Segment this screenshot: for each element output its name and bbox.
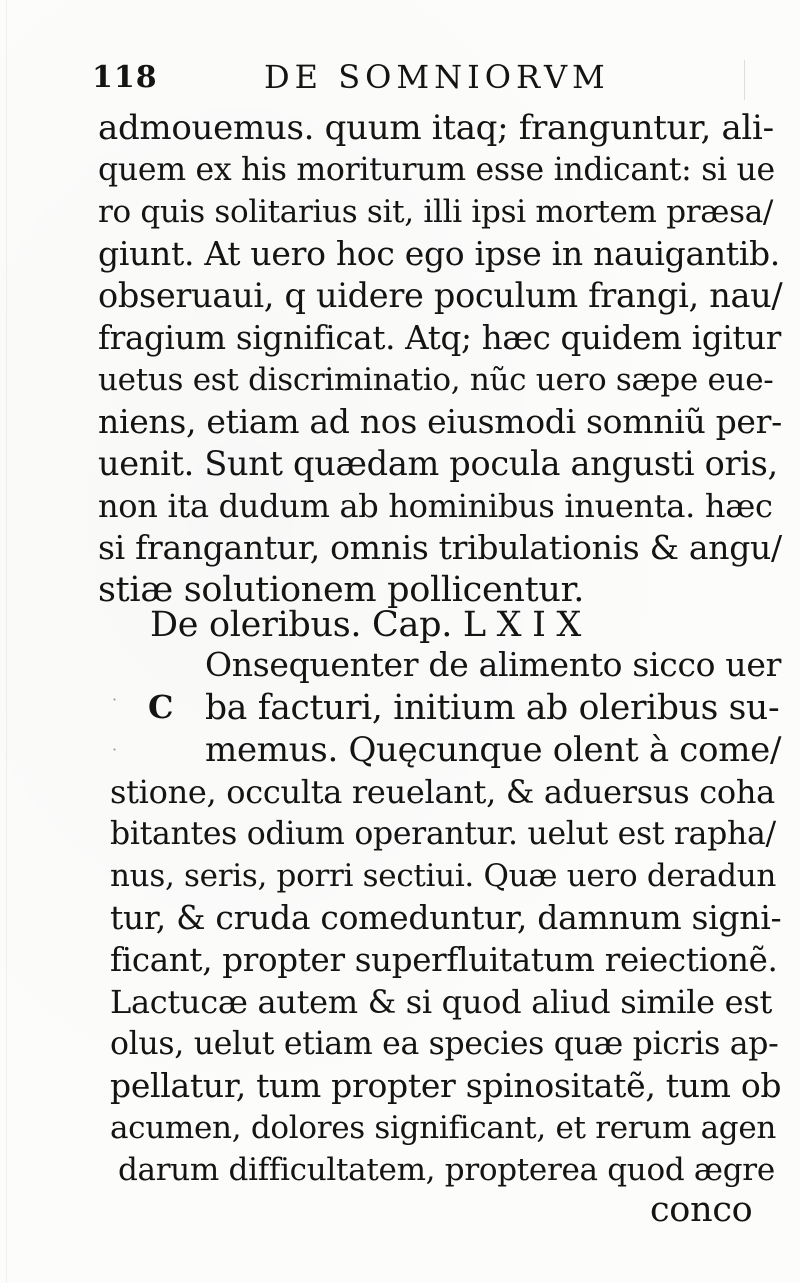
margin-mark: · (112, 740, 118, 759)
running-head: DE SOMNIORVM (264, 58, 610, 96)
text-line: stiæ solutionem pollicentur. (98, 570, 585, 610)
text-line: tur, & cruda comeduntur, damnum signi- (110, 898, 782, 937)
catchword: conco (650, 1190, 753, 1230)
text-line: fragium significat. Atq; hæc quidem igitur (98, 319, 782, 357)
text-line: pellatur, tum propter spinositatẽ, tum ob (110, 1066, 782, 1105)
text-line: ro quis solitarius sit, illi ipsi mortem præsa/ (98, 194, 774, 230)
text-line: obseruaui, q uidere poculum frangi, nau/ (98, 276, 783, 315)
text-line: niens, etiam ad nos eiusmodi somniũ per- (98, 402, 782, 441)
text-line: non ita dudum ab hominibus inuenta. hæc (98, 487, 773, 525)
text-line: quem ex his moriturum esse indicant: si ue (98, 152, 775, 188)
print-bleed (744, 60, 745, 100)
text-line: darum difficultatem, propterea quod ægre (118, 1152, 775, 1188)
text-line: Lactucæ autem & si quod aliud simile est (110, 983, 773, 1021)
text-line: si frangantur, omnis tribulationis & angu/ (98, 528, 782, 567)
text-line: nus, seris, porri sectiui. Quæ uero deradun (110, 858, 777, 894)
text-line: ficant, propter superfluitatum reiectionẽ. (110, 941, 778, 979)
text-line: acumen, dolores significant, et rerum agen (110, 1110, 777, 1146)
text-line: stione, occulta reuelant, & aduersus coha (110, 773, 775, 811)
text-line: uetus est discriminatio, nũc uero sæpe eue- (98, 362, 774, 398)
page-number: 118 (92, 60, 158, 95)
text-line: Onsequenter de alimento sicco uer (205, 645, 782, 684)
text-line: giunt. At uero hoc ego ipse in nauigantib. (98, 234, 780, 273)
text-line: bitantes odium operantur. uelut est rapha/ (110, 816, 776, 852)
text-line: olus, uelut etiam ea species quæ picris ap- (110, 1026, 779, 1062)
drop-initial: C (148, 688, 174, 726)
text-line: uenit. Sunt quædam pocula angusti oris, (98, 444, 778, 483)
text-line: memus. Quęcunque olent à come/ (205, 730, 782, 770)
text-line: ba facturi, initium ab oleribus su- (205, 688, 780, 728)
text-line: admouemus. quum itaq; franguntur, ali- (98, 108, 774, 148)
margin-mark: · (112, 690, 118, 709)
chapter-heading: De oleribus. Cap. L X I X (150, 605, 582, 645)
page-edge (6, 0, 7, 1283)
